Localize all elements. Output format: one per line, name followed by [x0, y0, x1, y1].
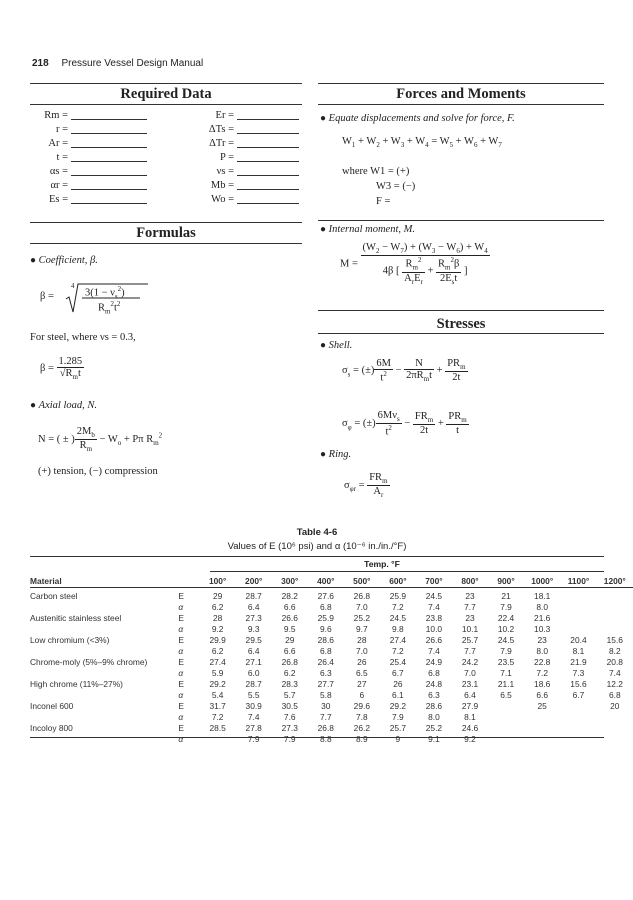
- field-dtr: ΔTr =: [192, 137, 299, 151]
- field-ar: Ar =: [34, 137, 147, 151]
- table-cell: 30.5: [281, 701, 298, 711]
- table-cell: 6.2: [211, 646, 224, 656]
- table-cell: 7.4: [247, 712, 260, 722]
- equate-text: ● Equate displacements and solve for force, F.: [320, 113, 515, 124]
- table-row: [30, 712, 633, 723]
- table-row: [30, 701, 633, 712]
- required-data-right-fields: [192, 109, 299, 207]
- table-cell: 21.6: [534, 613, 551, 623]
- table-cell: [597, 613, 633, 624]
- ring-label: ● Ring.: [320, 449, 352, 460]
- table-cell: 8.0: [536, 646, 549, 656]
- table-cell: 18.1: [534, 591, 551, 601]
- table-cell: 7.0: [356, 602, 368, 612]
- table-cell: [200, 734, 236, 745]
- table-cell: 6.2: [283, 668, 296, 678]
- internal-moment-label: ● Internal moment, M.: [320, 224, 415, 235]
- formulas-title: Formulas: [136, 225, 196, 241]
- table-cell: [597, 734, 633, 745]
- table-cell: 9.7: [356, 624, 368, 634]
- material-name: Carbon steel: [30, 591, 78, 601]
- rule: [30, 737, 604, 738]
- table-cell: [488, 723, 524, 734]
- table-cell: 9.6: [319, 624, 332, 634]
- table-cell: 27.1: [245, 657, 262, 667]
- property-symbol: E: [178, 723, 185, 733]
- table-cell: 7.2: [536, 668, 549, 678]
- table-cell: 6.7: [572, 690, 585, 700]
- table-row: [30, 668, 633, 679]
- field-alpha-s: αs =: [34, 165, 147, 179]
- table-cell: 26.6: [425, 635, 443, 645]
- rule: [30, 83, 302, 84]
- w3-sign: W3 = (−): [376, 181, 416, 192]
- table-cell: 25.7: [389, 723, 407, 733]
- table-cell: 9.5: [283, 624, 296, 634]
- table-cell: 6.8: [428, 668, 440, 678]
- table-cell: 25.7: [461, 635, 479, 645]
- table-row: [30, 613, 633, 624]
- table-cell: 8.9: [356, 734, 368, 744]
- rule: [30, 243, 302, 244]
- rule: [30, 104, 302, 105]
- table-cell: 8.1: [572, 646, 585, 656]
- table-cell: 7.2: [211, 712, 224, 722]
- sigma-phi-formula: $\sigma_\varphi$ = (±) $\frac{6M\nu_s}{t^2}$ − $\frac{FR_m}{2t}$ + $\frac{PR_m}{t}$: [342, 410, 467, 438]
- temp-column-header: 700°: [425, 576, 443, 586]
- table-row: [30, 723, 633, 734]
- rule: [210, 571, 604, 572]
- table-cell: 26.8: [281, 657, 298, 667]
- material-name: High chrome (11%–27%): [30, 679, 123, 689]
- material-name: Chrome-moly (5%–9% chrome): [30, 657, 148, 667]
- material-name: Incoloy 800: [30, 723, 73, 733]
- table-cell: 24.2: [461, 657, 479, 667]
- table-row: [30, 679, 633, 690]
- materials-table: [30, 576, 633, 745]
- table-cell: 6.6: [536, 690, 549, 700]
- property-symbol: α: [178, 646, 184, 656]
- rule: [30, 556, 604, 557]
- table-cell: 15.6: [570, 679, 587, 689]
- table-cell: 6.8: [319, 646, 332, 656]
- temp-column-header: 300°: [281, 576, 299, 586]
- table-cell: 10.0: [425, 624, 443, 634]
- rule: [318, 310, 604, 311]
- table-cell: 8.2: [608, 646, 621, 656]
- table-header-row: [30, 576, 633, 588]
- material-name: [30, 624, 178, 635]
- temp-column-header: 1100°: [567, 576, 590, 586]
- page-number: 218: [32, 58, 49, 69]
- table-cell: 27.4: [209, 657, 226, 667]
- table-row: [30, 602, 633, 613]
- table-cell: 21.1: [497, 679, 515, 689]
- table-cell: 31.7: [209, 701, 226, 711]
- table-cell: 7.7: [464, 646, 476, 656]
- table-cell: 28.3: [281, 679, 298, 689]
- table-cell: 23: [465, 613, 475, 623]
- table-cell: 7.3: [572, 668, 585, 678]
- table-cell: 26.6: [281, 613, 298, 623]
- table-cell: [560, 591, 596, 602]
- table-cell: 7.9: [247, 734, 260, 744]
- field-t: t =: [34, 151, 147, 165]
- table-cell: 9: [395, 734, 401, 744]
- beta-numerator: 1.285: [58, 356, 83, 367]
- table-cell: 28.7: [245, 679, 262, 689]
- material-name: [30, 602, 178, 613]
- table-cell: 27.9: [461, 701, 479, 711]
- table-cell: 23: [465, 591, 475, 601]
- table-cell: 30: [321, 701, 331, 711]
- table-cell: 7.9: [283, 734, 296, 744]
- table-cell: 8.0: [536, 602, 549, 612]
- table-cell: 27.3: [281, 723, 298, 733]
- table-cell: 29.6: [353, 701, 370, 711]
- forces-moments-title: Forces and Moments: [396, 86, 526, 102]
- table-cell: 5.4: [211, 690, 224, 700]
- coefficient-label: ● Coefficient, β.: [30, 255, 98, 266]
- property-symbol: α: [178, 734, 184, 744]
- table-cell: 28.2: [281, 591, 298, 601]
- material-name: Low chromium (<3%): [30, 635, 110, 645]
- table-cell: [560, 602, 596, 613]
- table-cell: 7.0: [356, 646, 368, 656]
- temp-column-header: 100°: [208, 576, 227, 586]
- table-row: [30, 657, 633, 668]
- moment-formula: M = $(W_2 - W_7) + (W_3 - W_6) + W_4$ 4β [ $\frac{R_m^2}{A_rE_r}$ + $\frac{R_m^2\beta}{2E_st}$ ]: [340, 242, 488, 286]
- field-rm: Rm =: [34, 109, 147, 123]
- field-alpha-r: αr =: [34, 179, 147, 193]
- table-cell: 26.8: [317, 723, 334, 733]
- table-cell: 7.4: [608, 668, 621, 678]
- table-cell: [560, 734, 596, 745]
- property-symbol: α: [178, 602, 184, 612]
- table-cell: 6.6: [283, 602, 296, 612]
- table-cell: 6.4: [464, 690, 476, 700]
- table-cell: [560, 701, 596, 712]
- table-cell: 7.4: [428, 602, 440, 612]
- field-mb: Mb =: [192, 179, 299, 193]
- table-cell: [524, 723, 560, 734]
- table-cell: 7.2: [392, 646, 404, 656]
- table-cell: 27.3: [245, 613, 262, 623]
- table-cell: [597, 591, 633, 602]
- table-cell: 25.9: [389, 591, 407, 601]
- temp-column-header: 600°: [389, 576, 407, 586]
- table-cell: 5.8: [319, 690, 332, 700]
- property-symbol: E: [178, 701, 185, 711]
- table-cell: 28.6: [425, 701, 443, 711]
- steel-note: For steel, where νs = 0.3,: [30, 332, 136, 343]
- property-symbol: E: [178, 657, 185, 667]
- material-header: Material: [30, 576, 62, 586]
- temp-column-header: 1000°: [531, 576, 554, 586]
- sigma-s-formula: $\sigma_s$ = (±) $\frac{6M}{t^2}$ − $\frac{N}{2\pi R_mt}$ + $\frac{PR_m}{2t}$: [342, 358, 466, 384]
- table-cell: 26: [393, 679, 403, 689]
- table-cell: 24.5: [389, 613, 407, 623]
- force-f: F =: [376, 196, 391, 207]
- table-row: [30, 690, 633, 701]
- table-cell: 6.1: [392, 690, 404, 700]
- table-cell: 7.7: [464, 602, 476, 612]
- table-cell: 30.9: [245, 701, 262, 711]
- table-cell: 23.8: [425, 613, 443, 623]
- beta-formula-1: β = 4 $3(1 - \nu_s^2)$ $R_m^2t^2$: [40, 281, 180, 317]
- material-name: [30, 734, 178, 745]
- table-cell: [524, 734, 560, 745]
- axial-load-label: ● Axial load, N.: [30, 400, 98, 411]
- table-cell: 25.4: [389, 657, 407, 667]
- rule: [318, 104, 604, 105]
- table-cell: 6.8: [319, 602, 332, 612]
- property-symbol: α: [178, 624, 184, 634]
- table-cell: 7.0: [464, 668, 476, 678]
- sigma-phir-formula: $\sigma_{\varphi r}$ = $\frac{FR_m}{A_r}$: [344, 472, 388, 500]
- tension-note: (+) tension, (−) compression: [38, 466, 158, 477]
- table-cell: 25.9: [317, 613, 334, 623]
- table-cell: 27: [357, 679, 367, 689]
- table-cell: 12.2: [606, 679, 623, 689]
- table-cell: 24.5: [497, 635, 515, 645]
- table-cell: 5.5: [247, 690, 260, 700]
- temp-column-header: 1200°: [603, 576, 626, 586]
- temp-column-header: 900°: [497, 576, 515, 586]
- table-cell: 6.3: [319, 668, 332, 678]
- table-cell: 25.2: [353, 613, 370, 623]
- table-row: [30, 591, 633, 602]
- table-cell: 27.4: [389, 635, 407, 645]
- table-cell: 10.2: [497, 624, 515, 634]
- table-cell: 29.5: [245, 635, 262, 645]
- rule: [318, 220, 604, 221]
- table-cell: 7.7: [319, 712, 332, 722]
- rule: [318, 83, 604, 84]
- shell-label: ● Shell.: [320, 340, 353, 351]
- table-cell: 20.4: [570, 635, 587, 645]
- table-cell: 7.4: [428, 646, 440, 656]
- table-cell: [560, 624, 596, 635]
- field-dts: ΔTs =: [192, 123, 299, 137]
- table-subtitle: Values of E (10⁶ psi) and α (10⁻⁶ in./in./°F): [227, 541, 407, 552]
- table-cell: 18.6: [534, 679, 551, 689]
- table-cell: 25: [537, 701, 547, 711]
- property-symbol: E: [178, 613, 185, 623]
- table-cell: 6.7: [392, 668, 404, 678]
- running-title: Pressure Vessel Design Manual: [61, 58, 204, 69]
- table-cell: 24.9: [425, 657, 443, 667]
- axial-formula: N = ( ± ) $\frac{2M_b}{R_m}$ − $W_o + P\pi$ $R_m^2$: [38, 426, 163, 454]
- table-cell: 27.8: [245, 723, 262, 733]
- table-cell: 24.6: [461, 723, 479, 733]
- table-cell: 20.8: [606, 657, 623, 667]
- property-symbol: E: [178, 679, 185, 689]
- temp-column-header: 500°: [353, 576, 371, 586]
- table-cell: 7.9: [392, 712, 404, 722]
- property-symbol: α: [178, 712, 184, 722]
- required-data-left-fields: [34, 109, 147, 207]
- field-er: Er =: [192, 109, 299, 123]
- table-cell: 28.7: [245, 591, 262, 601]
- table-cell: 27.7: [317, 679, 334, 689]
- field-es: Es =: [34, 193, 147, 207]
- beta-formula-2: β = $\frac{1.285}{√R_mt}$: [40, 356, 83, 382]
- table-cell: 26.4: [317, 657, 334, 667]
- table-cell: 21: [501, 591, 511, 601]
- table-cell: 7.8: [356, 712, 368, 722]
- property-symbol: α: [178, 668, 184, 678]
- table-row: [30, 734, 633, 745]
- table-cell: 7.1: [500, 668, 512, 678]
- temp-column-header: 400°: [317, 576, 335, 586]
- table-cell: 6.8: [608, 690, 621, 700]
- table-cell: [597, 624, 633, 635]
- table-cell: 22.4: [497, 613, 515, 623]
- table-cell: 9.8: [392, 624, 404, 634]
- table-cell: 5.9: [211, 668, 224, 678]
- material-name: Austenitic stainless steel: [30, 613, 122, 623]
- table-cell: 26.8: [353, 591, 370, 601]
- temp-column-header: 200°: [245, 576, 263, 586]
- table-cell: 23.5: [497, 657, 515, 667]
- table-cell: 28: [212, 613, 223, 623]
- displacement-equation: $W_1 + W_2 + W_3 + W_4 = W_5 + W_6 + W_7$: [342, 136, 502, 150]
- table-row: [30, 624, 633, 635]
- stresses-title: Stresses: [436, 316, 486, 332]
- table-cell: 8.1: [464, 712, 476, 722]
- table-cell: [597, 602, 633, 613]
- table-cell: 29.2: [209, 679, 226, 689]
- table-cell: 28.5: [209, 723, 226, 733]
- table-cell: [524, 712, 560, 723]
- table-row: [30, 646, 633, 657]
- table-cell: 6.5: [500, 690, 512, 700]
- table-cell: 6.6: [283, 646, 296, 656]
- temp-column-header: 800°: [461, 576, 479, 586]
- table-cell: 29.2: [389, 701, 407, 711]
- table-cell: 24.5: [425, 591, 443, 601]
- table-cell: [488, 734, 524, 745]
- field-wo: Wo =: [192, 193, 299, 207]
- table-cell: 5.7: [283, 690, 296, 700]
- property-symbol: E: [178, 591, 185, 601]
- table-cell: 28.6: [317, 635, 334, 645]
- rule: [30, 222, 302, 223]
- table-cell: [488, 712, 524, 723]
- table-cell: 7.6: [283, 712, 296, 722]
- table-cell: 7.9: [500, 602, 512, 612]
- page-header: [32, 58, 203, 69]
- table-cell: 23: [537, 635, 547, 645]
- table-cell: 29: [212, 591, 223, 601]
- table-cell: 26: [357, 657, 367, 667]
- table-cell: [597, 723, 633, 734]
- rule: [318, 333, 604, 334]
- table-cell: [560, 613, 596, 624]
- table-cell: 9.3: [247, 624, 260, 634]
- table-cell: 24.8: [425, 679, 443, 689]
- table-cell: 6.4: [247, 602, 260, 612]
- field-nu-s: νs =: [192, 165, 299, 179]
- table-cell: 10.3: [534, 624, 551, 634]
- property-symbol: E: [178, 635, 185, 645]
- table-cell: 7.2: [392, 602, 404, 612]
- table-cell: 6.3: [428, 690, 440, 700]
- table-cell: 26.2: [353, 723, 370, 733]
- table-cell: 22.8: [534, 657, 551, 667]
- table-cell: 25.2: [425, 723, 443, 733]
- material-name: Inconel 600: [30, 701, 74, 711]
- table-cell: 20: [610, 701, 620, 711]
- table-row: [30, 635, 633, 646]
- field-r: r =: [34, 123, 147, 137]
- table-cell: 6.4: [247, 646, 260, 656]
- field-p: P =: [192, 151, 299, 165]
- temp-label: Temp. °F: [364, 559, 400, 569]
- table-cell: 23.1: [461, 679, 479, 689]
- table-cell: 29: [285, 635, 295, 645]
- table-cell: 28: [357, 635, 367, 645]
- material-name: [30, 646, 178, 657]
- material-name: [30, 668, 178, 679]
- table-cell: 8.8: [319, 734, 332, 744]
- table-cell: 6.2: [211, 602, 224, 612]
- where-w1: where W1 = (+): [342, 166, 410, 177]
- table-cell: 7.9: [500, 646, 512, 656]
- table-title: Table 4-6: [296, 527, 338, 538]
- table-cell: 10.1: [461, 624, 479, 634]
- table-cell: 6.5: [356, 668, 368, 678]
- table-cell: [560, 723, 596, 734]
- table-cell: 21.9: [570, 657, 587, 667]
- table-cell: 29.9: [209, 635, 226, 645]
- material-name: [30, 690, 178, 701]
- table-cell: [560, 712, 596, 723]
- table-cell: [597, 712, 633, 723]
- table-cell: 9.2: [211, 624, 224, 634]
- table-cell: 9.1: [428, 734, 440, 744]
- table-cell: 6.0: [247, 668, 260, 678]
- table-cell: 6: [359, 690, 365, 700]
- material-name: [30, 712, 178, 723]
- table-cell: 15.6: [606, 635, 623, 645]
- property-symbol: α: [178, 690, 184, 700]
- table-cell: 9.2: [464, 734, 476, 744]
- table-cell: 8.0: [428, 712, 440, 722]
- table-cell: 27.6: [317, 591, 334, 601]
- table-cell: [488, 701, 524, 712]
- required-data-title: Required Data: [120, 86, 212, 102]
